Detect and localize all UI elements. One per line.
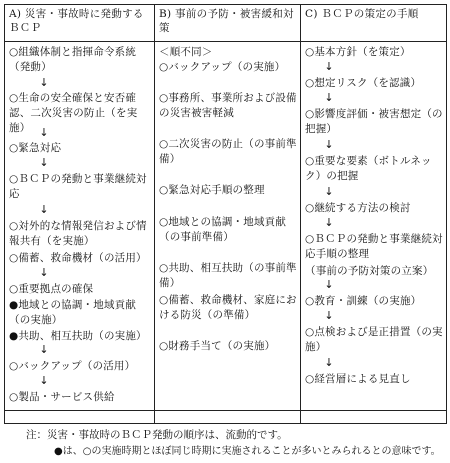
- a-step: ○重要拠点の確保: [9, 283, 94, 295]
- down-arrow-icon: ↓: [324, 356, 334, 369]
- a-step: ○備蓄、救命機材（の活用）: [9, 252, 147, 264]
- header-row: [5, 5, 446, 42]
- c-step: ○基本方針（を策定）: [305, 46, 411, 58]
- b-step: ○財務手当て（の実施）: [159, 340, 276, 352]
- a-step: ○製品・サービス供給: [9, 391, 115, 403]
- c-step: ○影響度評価・被害想定（の把握）: [305, 108, 443, 135]
- c-step: ○重要な要素（ボトルネック）の把握: [305, 155, 432, 182]
- down-arrow-icon: ↓: [324, 91, 334, 104]
- down-arrow-icon: ↓: [39, 266, 49, 279]
- down-arrow-icon: ↓: [39, 126, 49, 139]
- column-a: [5, 41, 155, 411]
- down-arrow-icon: ↓: [39, 156, 49, 169]
- bcp-table: [4, 4, 447, 424]
- c-step: ○点検および是正措置（の実施）: [305, 326, 443, 353]
- b-step: ○地域との協調・地域貢献（の事前準備）: [159, 216, 287, 243]
- down-arrow-icon: ↓: [39, 343, 49, 356]
- down-arrow-icon: ↓: [324, 185, 334, 198]
- header-b: B) 事前の予防・被害緩和対策: [155, 5, 301, 41]
- c-step: ○想定リスク（を認識）: [305, 77, 422, 89]
- down-arrow-icon: ↓: [324, 60, 334, 73]
- a-step: ○生命の安全確保と安否確認、二次災害の防止（を実施）: [9, 92, 138, 134]
- b-step: ○事務所、事業所および設備の災害被害軽減: [159, 92, 297, 119]
- c-step: ○ＢＣＰの発動と事業継続対応手順の整理: [305, 233, 443, 260]
- c-step: ○継続する方法の検討: [305, 202, 411, 214]
- b-step: ○備蓄、救命機材、家庭における防災（の準備）: [159, 294, 297, 321]
- column-c: [301, 41, 446, 411]
- empty-cell: [155, 411, 301, 423]
- header-a: A) 災害・事故時に発動するＢＣＰ: [5, 5, 155, 41]
- down-arrow-icon: ↓: [39, 203, 49, 216]
- down-arrow-icon: ↓: [324, 138, 334, 151]
- header-c: C) ＢＣＰの策定の手順: [305, 8, 419, 20]
- b-step: ＜順不同＞: [159, 46, 213, 58]
- note-order: 注：災害・事故時のＢＣＰ発動の順序は、流動的です。: [26, 429, 288, 441]
- a-step: ○緊急対応: [9, 142, 62, 154]
- c-step: ○経営層による見直し: [305, 373, 411, 385]
- empty-cell: [5, 411, 155, 423]
- c-step: （事前の予防対策の立案）: [305, 265, 434, 277]
- down-arrow-icon: ↓: [39, 76, 49, 89]
- b-step: ○緊急対応手順の整理: [159, 184, 265, 196]
- b-step: ○共助、相互扶助（の事前準備）: [159, 262, 297, 289]
- empty-footer-row: [5, 410, 446, 423]
- a-step: ●地域との協調・地域貢献（の実施）: [9, 299, 137, 326]
- a-step: ○組織体制と指揮命令系統（発動）: [9, 46, 137, 73]
- down-arrow-icon: ↓: [324, 278, 334, 291]
- c-step: ○教育・訓練（の実施）: [305, 295, 422, 307]
- down-arrow-icon: ↓: [324, 309, 334, 322]
- a-step: ●共助、相互扶助（の実施）: [9, 330, 147, 342]
- down-arrow-icon: ↓: [39, 374, 49, 387]
- a-step: ○ＢＣＰの発動と事業継続対応: [9, 173, 147, 200]
- column-b: [155, 41, 301, 411]
- b-step: ○二次災害の防止（の事前準備）: [159, 138, 297, 165]
- a-step: ○対外的な情報発信および情報共有（を実施）: [9, 220, 147, 247]
- note-bullet-meaning: ●は、○の実施時期とほぼ同じ時期に実施されることが多いとみられるとの意味です。: [54, 446, 441, 457]
- a-step: ○バックアップ（の活用）: [9, 360, 136, 372]
- empty-cell: [301, 411, 446, 423]
- b-step: ○バックアップ（の実施）: [159, 61, 286, 73]
- down-arrow-icon: ↓: [324, 216, 334, 229]
